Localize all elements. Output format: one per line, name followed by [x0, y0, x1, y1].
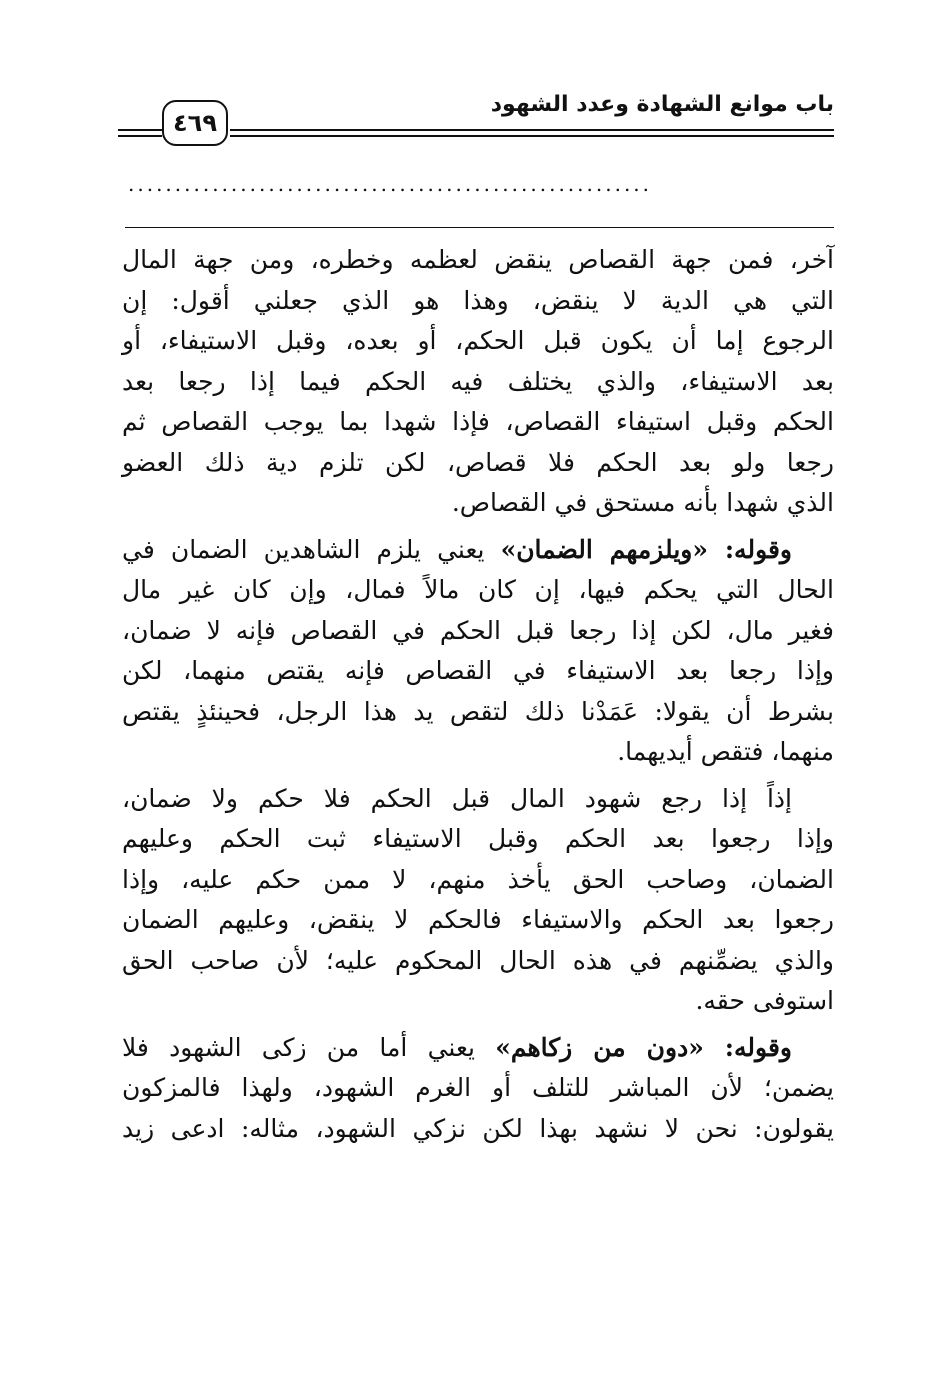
text-line: الضمان، وصاحب الحق يأخذ منهم، لا ممن حكم عليه، وإذا — [122, 864, 834, 894]
text-line: إذاً إذا رجع شهود المال قبل الحكم فلا حكم ولا ضمان، — [122, 783, 792, 813]
quoted-phrase: وقوله: «ويلزمهم الضمان» — [500, 534, 793, 564]
text-line: الحكم وقبل استيفاء القصاص، فإذا شهدا بما يوجب القصاص ثم — [122, 407, 834, 436]
text-line: يضمن؛ لأن المباشر للتلف أو الغرم الشهود، ولهذا فالمزكون — [122, 1073, 834, 1102]
text-line: الذي شهدا بأنه مستحق في القصاص. — [451, 488, 834, 517]
text-line: والذي يضمِّنهم في هذه الحال المحكوم عليه؛ لأن صاحب الحق — [122, 945, 834, 975]
text-line — [122, 530, 834, 571]
page-number: ٤٦٩ — [162, 100, 228, 146]
text-line: رجعوا بعد الحكم والاستيفاء فالحكم لا ينقض، وعليهم الضمان — [122, 905, 834, 934]
paragraph — [122, 779, 834, 1022]
header-rule — [118, 135, 162, 137]
text-line: الحال التي يحكم فيها، إن كان مالاً فمال، وإن كان غير مال — [122, 575, 834, 604]
paragraph — [122, 240, 834, 524]
paragraph — [122, 1028, 834, 1150]
header-rule — [230, 135, 834, 137]
text-line: استوفى حقه. — [695, 986, 834, 1015]
text-line: رجعا ولو بعد الحكم فلا قصاص، لكن تلزم دية ذلك العضو — [122, 447, 834, 477]
text-line: وإذا رجعا بعد الاستيفاء في القصاص فإنه يقتص منهما، لكن — [122, 656, 834, 685]
text-run: يعني أما من زكى الشهود فلا — [122, 1032, 496, 1062]
text-line: فغير مال، لكن إذا رجعا قبل الحكم في القصاص فإنه لا ضمان، — [122, 615, 834, 645]
separator-rule — [125, 227, 834, 228]
text-line — [122, 1028, 834, 1069]
text-line: الرجوع إما أن يكون قبل الحكم، أو بعده، وقبل الاستيفاء، أو — [122, 326, 834, 355]
text-line: يقولون: نحن لا نشهد بهذا لكن نزكي الشهود، مثاله: ادعى زيد — [122, 1113, 834, 1143]
ellipsis-dots: ........................................................ — [128, 172, 653, 196]
text-line: منهما، فتقص أيديهما. — [617, 737, 834, 766]
text-line: التي هي الدية لا ينقض، وهذا هو الذي جعلني أقول: إن — [122, 285, 834, 315]
text-line: بعد الاستيفاء، والذي يختلف فيه الحكم فيما إذا رجعا بعد — [122, 366, 834, 396]
header-rule — [118, 129, 162, 131]
running-header-title: باب موانع الشهادة وعدد الشهود — [490, 92, 834, 117]
page-body — [122, 240, 834, 1149]
header-rule — [230, 129, 834, 131]
text-line: آخر، فمن جهة القصاص ينقض لعظمه وخطره، ومن جهة المال — [122, 245, 834, 274]
paragraph — [122, 530, 834, 773]
text-run: يعني يلزم الشاهدين الضمان في — [122, 534, 501, 564]
quoted-phrase: وقوله: «دون من زكاهم» — [495, 1032, 792, 1062]
text-line: بشرط أن يقولا: عَمَدْنا ذلك لتقص يد هذا الرجل، فحينئذٍ يقتص — [122, 696, 834, 726]
text-line: وإذا رجعوا بعد الحكم وقبل الاستيفاء ثبت الحكم وعليهم — [122, 824, 834, 853]
